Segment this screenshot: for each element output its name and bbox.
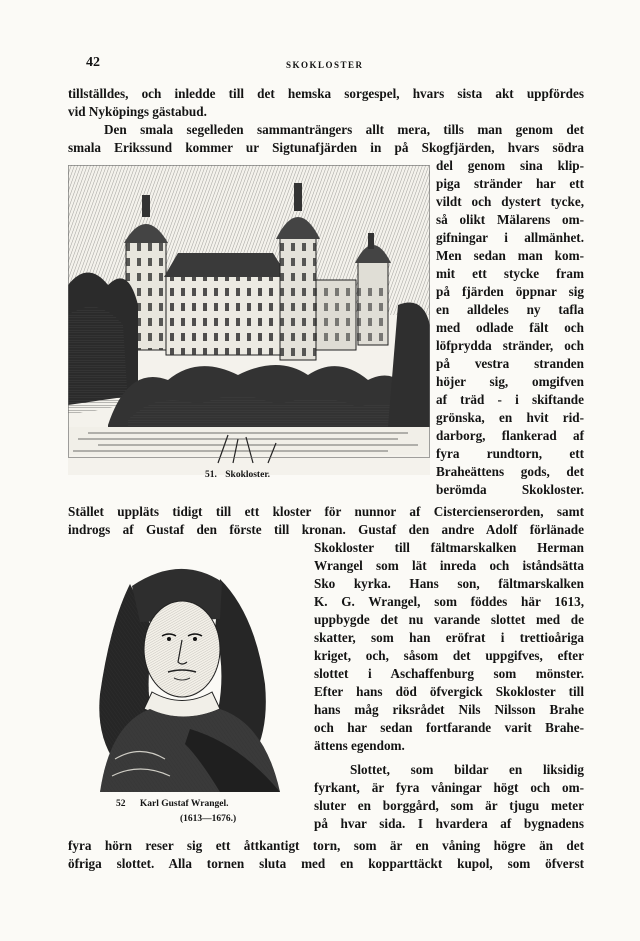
text-line: Den smala segelleden sammanträngers allt mera, tills man genom det [104, 122, 584, 137]
text-line: uppbygde det nu varande slottet med de [314, 612, 584, 627]
text-line: tillställdes, och inledde till det hemska sorgespel, hvars sista akt uppfördes [68, 86, 584, 101]
text-line: på vestra stranden [436, 356, 584, 371]
text-line: med odlade fält och [436, 320, 584, 335]
text-line: Men sedan man kom- [436, 248, 584, 263]
text-line: Wrangel som lät inreda och iståndsätta [314, 558, 584, 573]
text-line: hans måg riksrådet Nils Nilsson Brahe [314, 702, 584, 717]
text-line: en alldeles ny tafla [436, 302, 584, 317]
text-line: del genom sina klip- [436, 158, 584, 173]
text-line: så olikt Mälarens om- [436, 212, 584, 227]
text-line: ättens egendom. [314, 738, 405, 753]
text-line: Slottet, som bildar en liksidig [350, 762, 584, 777]
text-line: Stället uppläts tidigt till ett kloster för nunnor af Cistercienserorden, samt [68, 504, 584, 519]
text-line: vid Nyköpings gästabud. [68, 104, 207, 119]
text-line: Skokloster till fältmarskalken Herman [314, 540, 584, 555]
text-line: af träd - i skiftande [436, 392, 584, 407]
text-line: sluter en borggård, som är tjugu meter [314, 798, 584, 813]
text-line: piga stränder har ett [436, 176, 584, 191]
page-number: 42 [86, 55, 100, 70]
text-line: mit ett stycke fram [436, 266, 584, 281]
text-line: skatter, som han eröfrat i trettioåriga [314, 630, 584, 645]
text-line: grönska, en hvit rid- [436, 410, 584, 425]
text-line: på hvar sida. I hvardera af bygnadens [314, 816, 584, 831]
figure-caption-wrangel [116, 799, 228, 809]
text-line: Sko kyrka. Hans son, fältmarskalken [314, 576, 584, 591]
figure-title: Skokloster. [225, 470, 271, 480]
text-line: berömda Skokloster. [436, 482, 584, 497]
text-line: höjer sig, omgifven [436, 374, 584, 389]
text-line: Efter hans död öfvergick Skokloster till [314, 684, 584, 699]
text-line: indrogs af Gustaf den förste till kronan. Gustaf den andre Adolf förlänade [68, 522, 584, 537]
text-line: öfriga slottet. Alla tornen sluta med en kopparttäckt kupol, som öfverst [68, 856, 584, 871]
text-line: kriget, och, såsom det uppgifves, efter [314, 648, 584, 663]
figure-skokloster-engraving [68, 165, 430, 475]
text-line: på fjärden öppnar sig [436, 284, 584, 299]
figure-number: 52 [116, 799, 126, 809]
text-line: vildt och dystert tycke, [436, 194, 584, 209]
text-line: darborg, flankerad af [436, 428, 584, 443]
text-line: löfprydda stränder, och [436, 338, 584, 353]
text-line: gifningar i allmänhet. [436, 230, 584, 245]
figure-caption-years: (1613—1676.) [180, 814, 237, 824]
text-line: fyra rundtorn, ett [436, 446, 584, 461]
figure-number: 51. [205, 470, 217, 480]
text-line: fyrkant, är fyra våningar högt och om- [314, 780, 584, 795]
text-line: slottet i Aschaffenburg som mönster. [314, 666, 584, 681]
figure-title: Karl Gustaf Wrangel. [139, 799, 229, 809]
text-line: K. G. Wrangel, som föddes här 1613, [314, 594, 584, 609]
text-line: fyra hörn reser sig ett åttkantigt torn, som är en våning högre än det [68, 838, 584, 853]
running-head: SKOKLOSTER [286, 60, 364, 70]
text-line: Braheättens gods, det [436, 464, 584, 479]
text-line: och har sedan fortfarande varit Brahe- [314, 720, 584, 735]
text-line: smala Erikssund kommer ur Sigtunafjärden in på Skogfjärden, hvars södra [68, 140, 584, 155]
figure-caption-skokloster [205, 470, 270, 480]
figure-wrangel-portrait [70, 544, 302, 792]
